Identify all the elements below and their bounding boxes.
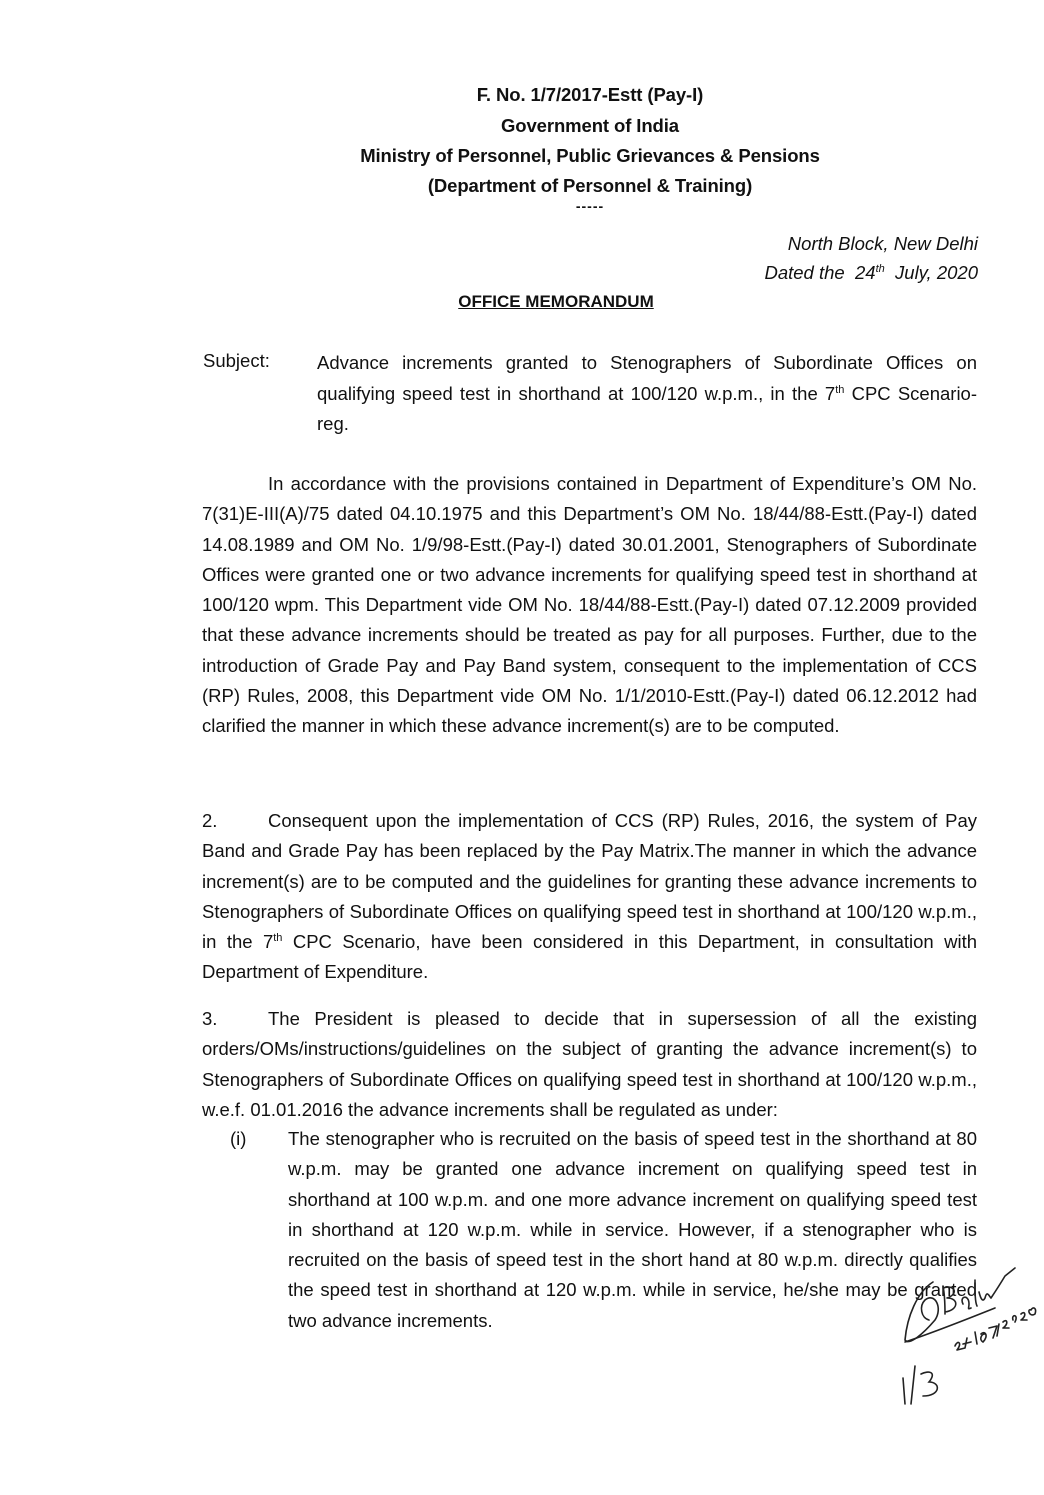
ministry-heading: Ministry of Personnel, Public Grievances & Pensions [360,145,820,166]
place-of-issue: North Block, New Delhi [787,233,978,254]
paragraph-2-ordinal: th [273,932,283,945]
subject-text-a: Advance increments granted to Stenographers of Subordinate Offices on qualifying speed test in shorthand at 100/120 w.p.m., in the 7 [317,352,977,404]
paragraph-3 [202,1004,977,1125]
subject-text [317,348,977,440]
subject-label: Subject: [203,350,270,371]
page-number-slash [911,1366,915,1404]
list-item [230,1124,977,1336]
memo-title: OFFICE MEMORANDUM [458,292,654,311]
paragraph-3-text: The President is pleased to decide that in supersession of all the existing orders/OMs/instructions/guidelines on the subject of granting the advance increment(s) to Stenographers of Subordinate Offices on qualifying speed test in shorthand at 100/120 w.p.m., w.e.f. 01.01.2016 the advance increments shall be regulated as under: [202,1008,977,1120]
paragraph-2-text-a: Consequent upon the implementation of CCS (RP) Rules, 2016, the system of Pay Band and Grade Pay has been replaced by the Pay Matrix.The manner in which the advance increment(s) are to be computed and the guidelines for granting these advance increments to Stenographers of Subordinate Offices on qualifying speed test in shorthand at 100/120 w.p.m., in the 7 [202,810,977,953]
department-heading: (Department of Personnel & Training) [427,175,753,196]
page-number-three [921,1372,937,1396]
paragraph-3-number: 3. [202,1008,218,1029]
paragraph-2-number: 2. [202,810,218,831]
list-item-marker: (i) [230,1128,247,1149]
subject-ordinal: th [835,383,845,396]
header-separator: ----- [575,198,605,214]
page-number-one [903,1378,905,1404]
issue-date [764,262,978,284]
paragraph-2 [202,806,977,988]
signature-letters [943,1268,1015,1314]
paragraph-2-text-b: CPC Scenario, have been considered in this Department, in consultation with Department of Expenditure. [202,931,978,983]
handwritten-signature [895,1262,1044,1362]
paragraph-1: In accordance with the provisions contained in Department of Expenditure’s OM No. 7(31)E-III(A)/75 dated 04.10.1975 and this Department’s OM No. 18/44/88-Estt.(Pay-I) dated 14.08.1989 and OM No. 1/9/98-Estt.(Pay-I) dated 30.01.2001, Stenographers of Subordinate Offices were granted one or two advance increments for qualifying speed test in shorthand at 100/120 wpm. This Department vide OM No. 18/44/88-Estt.(Pay-I) dated 07.12.2009 provided that these advance increments should be treated as pay for all purposes. Further, due to the introduction of Grade Pay and Pay Band system, consequent to the implementation of CCS (RP) Rules, 2008, this Department vide OM No. 1/1/2010-Estt.(Pay-I) dated 06.12.2012 had clarified the manner in which these advance increment(s) are to be computed. [202,473,977,737]
list-item-text: The stenographer who is recruited on the basis of speed test in the shorthand at 80 w.p.m. may be granted one advance increment on qualifying speed test in shorthand at 100 w.p.m. and one more advance increment on qualifying speed test in shorthand at 120 w.p.m. while in service. However, if a stenographer who is recruited on the basis of speed test in the short hand at 80 w.p.m. directly qualifies the speed test in shorthand at 120 w.p.m. while in service, he/she may be granted two advance increments. [288,1128,977,1331]
date-ordinal: th [875,262,885,275]
subject-text-b: CPC Scenario-reg. [317,382,978,434]
file-number: F. No. 1/7/2017-Estt (Pay-I) [476,84,704,105]
government-heading: Government of India [501,115,679,136]
date-suffix: July, 2020 [884,262,978,283]
signature-date [955,1308,1036,1350]
date-prefix: Dated the 24 [764,262,876,283]
handwritten-page-number [895,1360,955,1410]
